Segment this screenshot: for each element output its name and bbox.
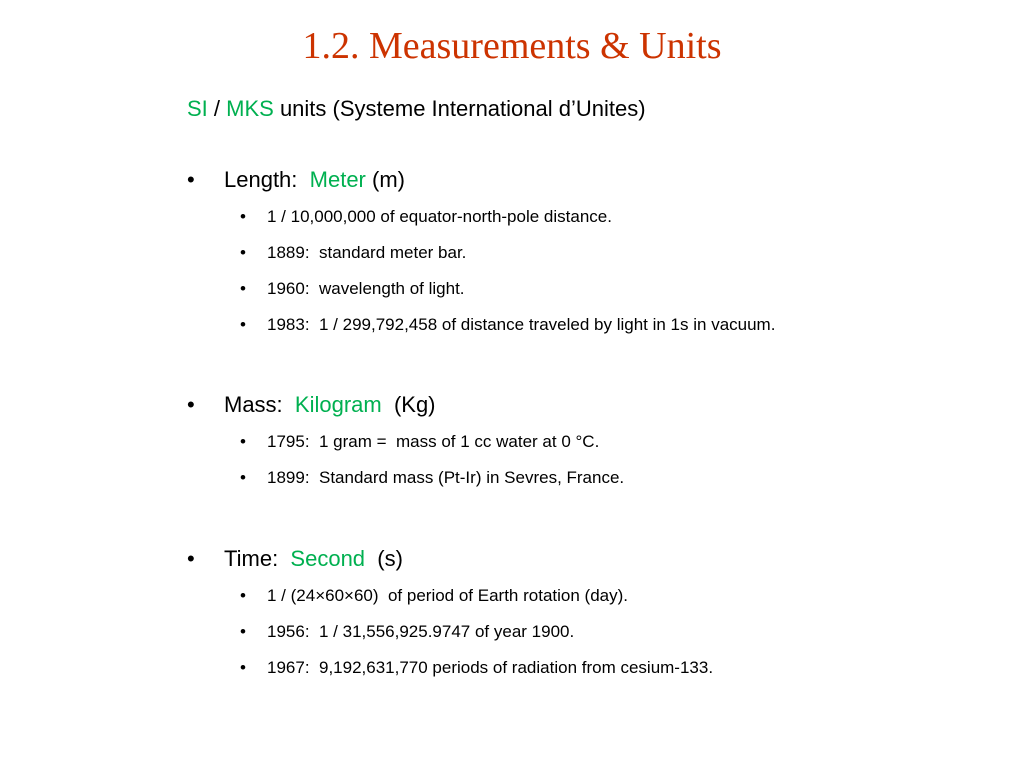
- length-items: [187, 205, 775, 349]
- subtitle-separator: /: [207, 96, 227, 121]
- item-text: 1889: standard meter bar.: [267, 243, 467, 262]
- list-item: [187, 584, 713, 620]
- list-item: [187, 466, 624, 502]
- bullet: •: [240, 658, 246, 677]
- section-time: [187, 544, 713, 692]
- bullet: •: [187, 392, 195, 417]
- subtitle-si: SI: [187, 96, 208, 121]
- time-unit: Second: [290, 546, 366, 571]
- list-item: [187, 430, 624, 466]
- section-length: [187, 165, 775, 349]
- list-item: [187, 241, 775, 277]
- subtitle-rest: units (Systeme International d’Unites): [273, 96, 646, 121]
- bullet: •: [187, 167, 195, 192]
- time-symbol: (s): [365, 546, 403, 571]
- length-heading: [187, 165, 775, 195]
- mass-symbol: (Kg): [381, 392, 436, 417]
- bullet: •: [240, 315, 246, 334]
- item-text: 1795: 1 gram = mass of 1 cc water at 0 °C.: [267, 432, 600, 451]
- mass-items: [187, 430, 624, 502]
- list-item: [187, 620, 713, 656]
- bullet: •: [240, 243, 246, 262]
- bullet: •: [240, 279, 246, 298]
- list-item: [187, 277, 775, 313]
- mass-unit: Kilogram: [294, 392, 382, 417]
- subtitle-mks: MKS: [226, 96, 274, 121]
- item-text: 1899: Standard mass (Pt-Ir) in Sevres, France.: [267, 468, 625, 487]
- slide-title: 1.2. Measurements & Units: [302, 25, 722, 67]
- mass-heading: [187, 390, 624, 420]
- time-heading: [187, 544, 713, 574]
- item-text: 1956: 1 / 31,556,925.9747 of year 1900.: [267, 622, 575, 641]
- item-text: 1 / 10,000,000 of equator-north-pole distance.: [267, 207, 612, 226]
- list-item: [187, 656, 713, 692]
- item-text: 1967: 9,192,631,770 periods of radiation from cesium-133.: [267, 658, 714, 677]
- subtitle: [187, 95, 646, 124]
- mass-label: Mass:: [224, 392, 295, 417]
- list-item: [187, 313, 775, 349]
- time-items: [187, 584, 713, 692]
- bullet: •: [240, 622, 246, 641]
- section-mass: [187, 390, 624, 502]
- length-symbol: (m): [365, 167, 405, 192]
- bullet: •: [187, 546, 195, 571]
- item-text: 1 / (24×60×60) of period of Earth rotation (day).: [267, 586, 628, 605]
- item-text: 1960: wavelength of light.: [267, 279, 465, 298]
- list-item: [187, 205, 775, 241]
- bullet: •: [240, 207, 246, 226]
- time-label: Time:: [224, 546, 291, 571]
- bullet: •: [240, 432, 246, 451]
- bullet: •: [240, 468, 246, 487]
- length-label: Length:: [224, 167, 310, 192]
- length-unit: Meter: [309, 167, 366, 192]
- item-text: 1983: 1 / 299,792,458 of distance traveled by light in 1s in vacuum.: [267, 315, 776, 334]
- bullet: •: [240, 586, 246, 605]
